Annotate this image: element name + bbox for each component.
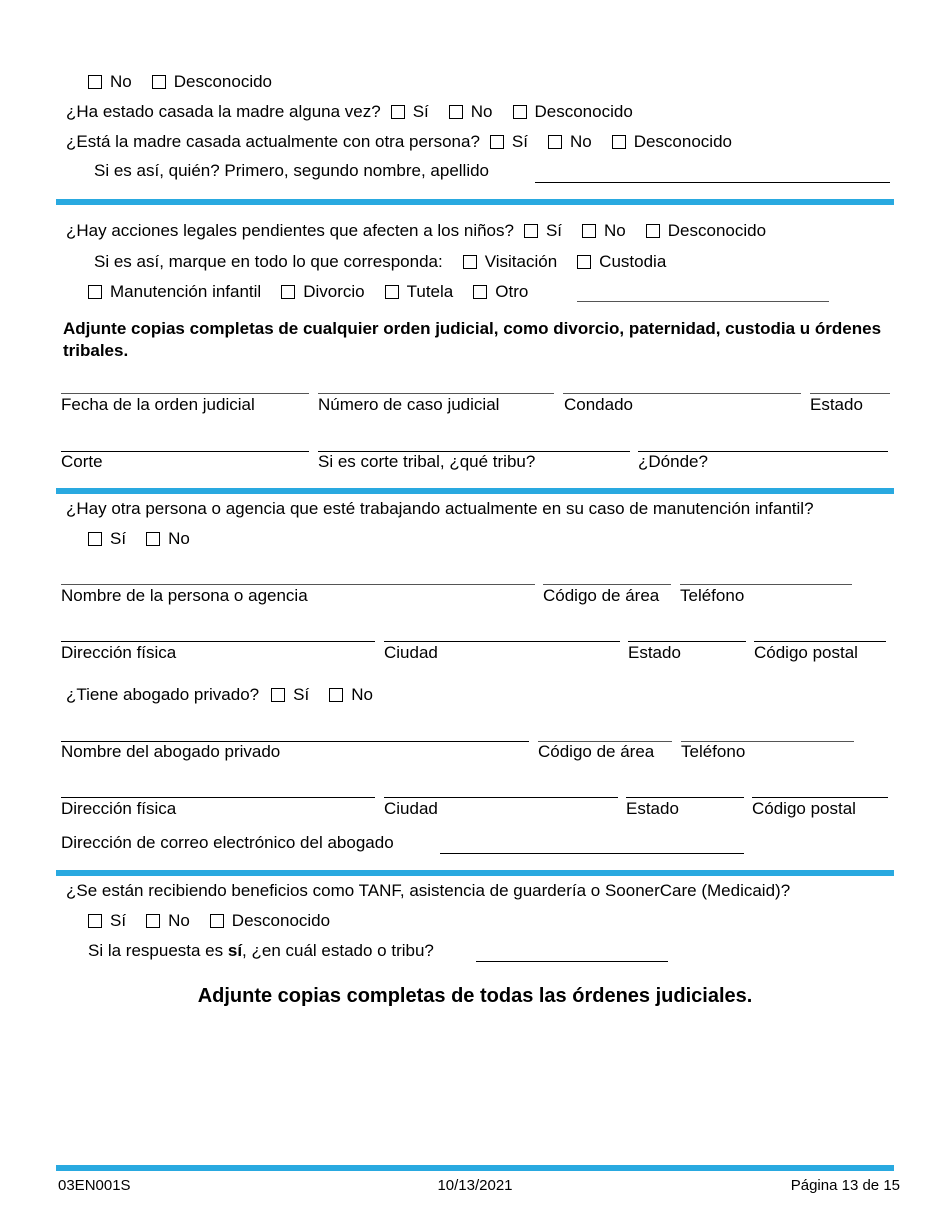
- case-number-field[interactable]: [318, 393, 554, 394]
- option-custody-label: Custodia: [599, 252, 667, 271]
- option-yes-label: Sí: [412, 102, 429, 121]
- checkbox-no[interactable]: [548, 135, 562, 149]
- checkbox-yes[interactable]: [524, 224, 538, 238]
- agency-state-label: Estado: [628, 643, 681, 662]
- benefits-which-bold: sí: [227, 941, 243, 960]
- option-unknown-label: Desconocido: [173, 72, 273, 91]
- lawyer-street-label: Dirección física: [61, 799, 177, 818]
- ever-married-row: [66, 102, 653, 122]
- court-order-notice: Adjunte copias completas de cualquier orden judicial, como divorcio, paternidad, custodia u órdenes tribales.: [63, 319, 882, 360]
- footer-divider: [56, 1165, 894, 1171]
- checkbox-yes[interactable]: [391, 105, 405, 119]
- checkbox-yes[interactable]: [88, 532, 102, 546]
- lawyer-email-label: Dirección de correo electrónico del abogado: [61, 833, 394, 852]
- tribe-label: Si es corte tribal, ¿qué tribu?: [318, 452, 536, 471]
- other-field[interactable]: [577, 301, 829, 302]
- currently-married-question: ¿Está la madre casada actualmente con otra persona?: [66, 132, 480, 151]
- agency-street-label: Dirección física: [61, 643, 177, 662]
- form-id: 03EN001S: [58, 1177, 131, 1194]
- checkbox-unknown[interactable]: [612, 135, 626, 149]
- checkbox-yes[interactable]: [271, 688, 285, 702]
- ever-married-question: ¿Ha estado casada la madre alguna vez?: [66, 102, 381, 121]
- court-order-date-label: Fecha de la orden judicial: [61, 395, 255, 414]
- lawyer-zip-field[interactable]: [752, 797, 888, 798]
- benefits-which-post: , ¿en cuál estado o tribu?: [242, 941, 434, 960]
- checkbox-no[interactable]: [582, 224, 596, 238]
- section-divider: [56, 488, 894, 494]
- lawyer-city-field[interactable]: [384, 797, 618, 798]
- spouse-name-label: Si es así, quién? Primero, segundo nombre, apellido: [94, 161, 490, 180]
- option-visitation-label: Visitación: [484, 252, 558, 271]
- agency-area-code-label: Código de área: [543, 586, 660, 605]
- agency-state-field[interactable]: [628, 641, 746, 642]
- case-number-label: Número de caso judicial: [318, 395, 500, 414]
- checkbox-unknown[interactable]: [513, 105, 527, 119]
- section-divider: [56, 870, 894, 876]
- option-unknown-label: Desconocido: [633, 132, 732, 151]
- checkbox-no[interactable]: [449, 105, 463, 119]
- lawyer-email-field[interactable]: [440, 853, 744, 854]
- option-child-support-label: Manutención infantil: [110, 282, 262, 301]
- agency-phone-field[interactable]: [680, 584, 852, 585]
- county-label: Condado: [564, 395, 634, 414]
- checkbox-other[interactable]: [473, 285, 487, 299]
- court-order-date-field[interactable]: [61, 393, 309, 394]
- legal-actions-row: [66, 221, 786, 241]
- option-no-label: No: [168, 911, 190, 930]
- lawyer-zip-label: Código postal: [752, 799, 856, 818]
- checkbox-unknown[interactable]: [646, 224, 660, 238]
- other-agency-options: [88, 529, 210, 549]
- mark-all-row: [94, 252, 686, 272]
- agency-name-field[interactable]: [61, 584, 535, 585]
- court-label: Corte: [61, 452, 103, 471]
- option-yes-label: Sí: [545, 221, 563, 240]
- legal-actions-question: ¿Hay acciones legales pendientes que afecten a los niños?: [66, 221, 514, 240]
- spouse-name-field[interactable]: [535, 182, 890, 183]
- action-types-row: [88, 282, 548, 302]
- county-field[interactable]: [563, 393, 801, 394]
- checkbox-yes[interactable]: [88, 914, 102, 928]
- option-yes-label: Sí: [110, 529, 127, 548]
- checkbox-divorce[interactable]: [281, 285, 295, 299]
- footer-date: 10/13/2021: [437, 1177, 513, 1194]
- checkbox-no[interactable]: [88, 75, 102, 89]
- mark-all-label: Si es así, marque en todo lo que corresponda:: [94, 252, 443, 271]
- checkbox-guardianship[interactable]: [385, 285, 399, 299]
- private-lawyer-row: [66, 685, 393, 705]
- state-label: Estado: [810, 395, 863, 414]
- checkbox-no[interactable]: [329, 688, 343, 702]
- checkbox-yes[interactable]: [490, 135, 504, 149]
- agency-city-field[interactable]: [384, 641, 620, 642]
- option-yes-label: Sí: [293, 685, 310, 704]
- private-lawyer-question: ¿Tiene abogado privado?: [66, 685, 260, 704]
- checkbox-custody[interactable]: [577, 255, 591, 269]
- option-unknown-label: Desconocido: [231, 911, 331, 930]
- option-yes-label: Sí: [110, 911, 127, 930]
- option-no-label: No: [168, 529, 190, 548]
- lawyer-street-field[interactable]: [61, 797, 375, 798]
- lawyer-phone-label: Teléfono: [681, 742, 746, 761]
- lawyer-state-field[interactable]: [626, 797, 744, 798]
- benefits-options: [88, 911, 350, 931]
- state-field[interactable]: [810, 393, 890, 394]
- option-guardianship-label: Tutela: [406, 282, 454, 301]
- option-other-label: Otro: [495, 282, 529, 301]
- option-no-label: No: [110, 72, 132, 91]
- section-divider: [56, 199, 894, 205]
- benefits-state-tribe-field[interactable]: [476, 961, 668, 962]
- lawyer-city-label: Ciudad: [384, 799, 438, 818]
- where-label: ¿Dónde?: [638, 452, 708, 471]
- lawyer-name-label: Nombre del abogado privado: [61, 742, 281, 761]
- option-no-label: No: [604, 221, 626, 240]
- benefits-which-label: [88, 941, 434, 961]
- agency-area-code-field[interactable]: [543, 584, 671, 585]
- checkbox-no[interactable]: [146, 532, 160, 546]
- checkbox-unknown[interactable]: [210, 914, 224, 928]
- checkbox-visitation[interactable]: [463, 255, 477, 269]
- checkbox-no[interactable]: [146, 914, 160, 928]
- currently-married-row: [66, 132, 752, 152]
- agency-city-label: Ciudad: [384, 643, 438, 662]
- lawyer-area-code-label: Código de área: [538, 742, 655, 761]
- agency-phone-label: Teléfono: [680, 586, 745, 605]
- benefits-question: ¿Se están recibiendo beneficios como TANF, asistencia de guardería o SoonerCare (Medicaid)?: [66, 881, 791, 900]
- lawyer-state-label: Estado: [626, 799, 679, 818]
- mother-prev-row: [88, 72, 292, 92]
- option-unknown-label: Desconocido: [667, 221, 767, 240]
- other-agency-question: ¿Hay otra persona o agencia que esté trabajando actualmente en su caso de manutención infantil?: [66, 499, 814, 518]
- agency-name-label: Nombre de la persona o agencia: [61, 586, 308, 605]
- option-divorce-label: Divorcio: [303, 282, 365, 301]
- option-no-label: No: [470, 102, 493, 121]
- option-no-label: No: [569, 132, 592, 151]
- benefits-which-pre: Si la respuesta es: [88, 941, 228, 960]
- agency-street-field[interactable]: [61, 641, 375, 642]
- agency-zip-label: Código postal: [754, 643, 858, 662]
- final-notice: Adjunte copias completas de todas las órdenes judiciales.: [197, 985, 753, 1007]
- option-no-label: No: [351, 685, 373, 704]
- checkbox-child-support[interactable]: [88, 285, 102, 299]
- checkbox-unknown[interactable]: [152, 75, 166, 89]
- option-yes-label: Sí: [511, 132, 528, 151]
- agency-zip-field[interactable]: [754, 641, 886, 642]
- option-unknown-label: Desconocido: [534, 102, 633, 121]
- page-number: Página 13 de 15: [790, 1177, 900, 1194]
